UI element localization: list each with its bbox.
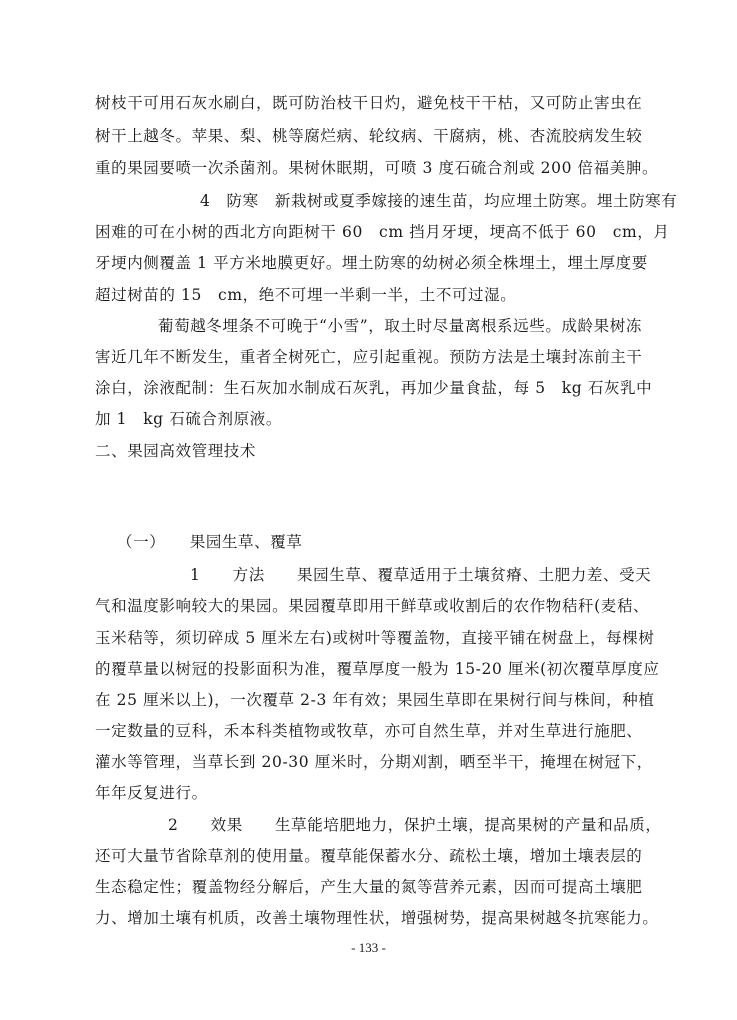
text-line: 气和温度影响较大的果园。果园覆草即用干鲜草或收割后的农作物秸秆(麦秸、 (95, 597, 650, 615)
text-line: 加 1 kg 石硫合剂原液。 (95, 410, 282, 428)
text-line: 重的果园要喷一次杀菌剂。果树休眠期，可喷 3 度石硫合剂或 200 倍福美胂。 (95, 159, 659, 177)
text-line: 灌水等管理，当草长到 20-30 厘米时，分期刈割，晒至半干，掩埋在树冠下， (95, 753, 653, 771)
text-line: 年年反复进行。 (95, 784, 208, 802)
text-line: 1 方法 果园生草、覆草适用于土壤贫瘠、土肥力差、受天 (190, 566, 652, 584)
text-line: 害近几年不断发生，重者全树死亡，应引起重视。预防方法是土壤封冻前主干 (95, 348, 643, 366)
text-line: 生态稳定性；覆盖物经分解后，产生大量的氮等营养元素，因而可提高土壤肥 (95, 878, 643, 896)
text-line: 牙埂内侧覆盖 1 平方米地膜更好。埋土防寒的幼树必须全株埋土，埋土厚度要 (95, 254, 648, 272)
text-line: 树干上越冬。苹果、梨、桃等腐烂病、轮纹病、干腐病，桃、杏流胶病发生较 (95, 127, 643, 145)
text-line: 的覆草量以树冠的投影面积为准，覆草厚度一般为 15-20 厘米(初次覆草厚度应 (95, 660, 660, 678)
text-line: 涂白，涂液配制：生石灰加水制成石灰乳，再加少量食盐，每 5 kg 石灰乳中 (95, 379, 653, 397)
text-line: 玉米秸等，须切碎成 5 厘米左右)或树叶等覆盖物，直接平铺在树盘上，每棵树 (95, 629, 655, 647)
text-line: 4 防寒 新栽树或夏季嫁接的速生苗，均应埋土防寒。埋土防寒有 (200, 192, 678, 210)
text-line: 2 效果 生草能培肥地力，保护土壤，提高果树的产量和品质， (168, 816, 662, 834)
text-line: 在 25 厘米以上)，一次覆草 2-3 年有效；果园生草即在果树行间与株间，种植 (95, 691, 655, 709)
text-line: 一定数量的豆科，禾本科类植物或牧草，亦可自然生草，并对生草进行施肥、 (95, 722, 643, 740)
page-number: - 133 - (351, 940, 386, 955)
text-line: 还可大量节省除草剂的使用量。覆草能保蓄水分、疏松土壤，增加土壤表层的 (95, 847, 643, 865)
text-line: 困难的可在小树的西北方向距树干 60 cm 挡月牙埂，埂高不低于 60 cm，月 (95, 223, 670, 241)
text-line: 葡萄越冬埋条不可晚于“小雪”，取土时尽量离根系远些。成龄果树冻 (158, 317, 642, 335)
text-line: 力、增加土壤有机质，改善土壤物理性状，增强树势，提高果树越冬抗寒能力。 (95, 909, 659, 927)
text-line: 树枝干可用石灰水刷白，既可防治枝干日灼，避免枝干干枯，又可防止害虫在 (95, 94, 643, 112)
subsection-heading: （一） 果园生草、覆草 (117, 533, 303, 551)
section-heading: 二、果园高效管理技术 (95, 442, 257, 460)
text-line: 超过树苗的 15 cm，绝不可埋一半剩一半，土不可过湿。 (95, 286, 517, 304)
